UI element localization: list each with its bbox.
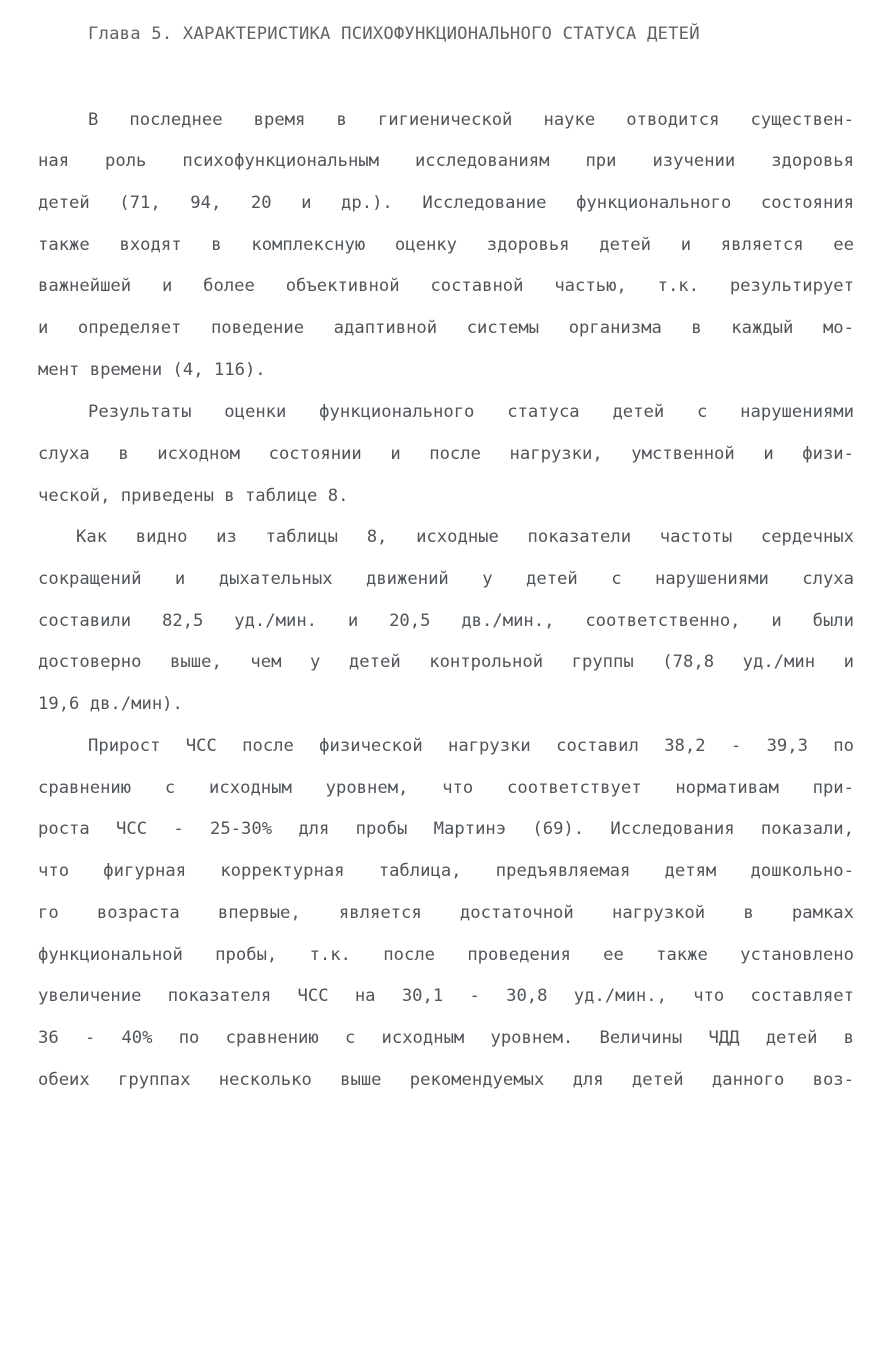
text-line: мент времени (4, 116).	[38, 360, 266, 380]
text-line: детей (71, 94, 20 и др.). Исследование функционального состояния	[38, 193, 854, 213]
text-line: слуха в исходном состоянии и после нагрузки, умственной и физи-	[38, 444, 854, 464]
chapter-title: Глава 5. ХАРАКТЕРИСТИКА ПСИХОФУНКЦИОНАЛЬНОГО СТАТУСА ДЕТЕЙ	[88, 24, 700, 44]
text-line: роста ЧСС - 25-30% для пробы Мартинэ (69). Исследования показали,	[38, 819, 854, 839]
text-line: увеличение показателя ЧСС на 30,1 - 30,8 уд./мин., что составляет	[38, 986, 854, 1006]
text-line: также входят в комплексную оценку здоровья детей и является ее	[38, 235, 854, 255]
text-line: сравнению с исходным уровнем, что соответствует нормативам при-	[38, 778, 854, 798]
text-line: обеих группах несколько выше рекомендуемых для детей данного воз-	[38, 1070, 854, 1090]
text-line: ная роль психофункциональным исследованиям при изучении здоровья	[38, 151, 854, 171]
text-line: В последнее время в гигиенической науке отводится существен-	[88, 110, 854, 130]
text-line: 36 - 40% по сравнению с исходным уровнем. Величины ЧДД детей в	[38, 1028, 854, 1048]
text-line: сокращений и дыхательных движений у детей с нарушениями слуха	[38, 569, 854, 589]
text-line: 19,6 дв./мин).	[38, 694, 183, 714]
text-line: важнейшей и более объективной составной частью, т.к. результирует	[38, 276, 854, 296]
text-line: функциональной пробы, т.к. после проведения ее также установлено	[38, 945, 854, 965]
text-line: составили 82,5 уд./мин. и 20,5 дв./мин., соответственно, и были	[38, 611, 854, 631]
text-line: Прирост ЧСС после физической нагрузки составил 38,2 - 39,3 по	[88, 736, 854, 756]
text-line: Как видно из таблицы 8, исходные показатели частоты сердечных	[76, 527, 854, 547]
text-line: и определяет поведение адаптивной системы организма в каждый мо-	[38, 318, 854, 338]
text-line: Результаты оценки функционального статуса детей с нарушениями	[88, 402, 854, 422]
text-line: го возраста впервые, является достаточной нагрузкой в рамках	[38, 903, 854, 923]
text-line: ческой, приведены в таблице 8.	[38, 486, 349, 506]
text-line: достоверно выше, чем у детей контрольной группы (78,8 уд./мин и	[38, 652, 854, 672]
text-line: что фигурная корректурная таблица, предъявляемая детям дошкольно-	[38, 861, 854, 881]
